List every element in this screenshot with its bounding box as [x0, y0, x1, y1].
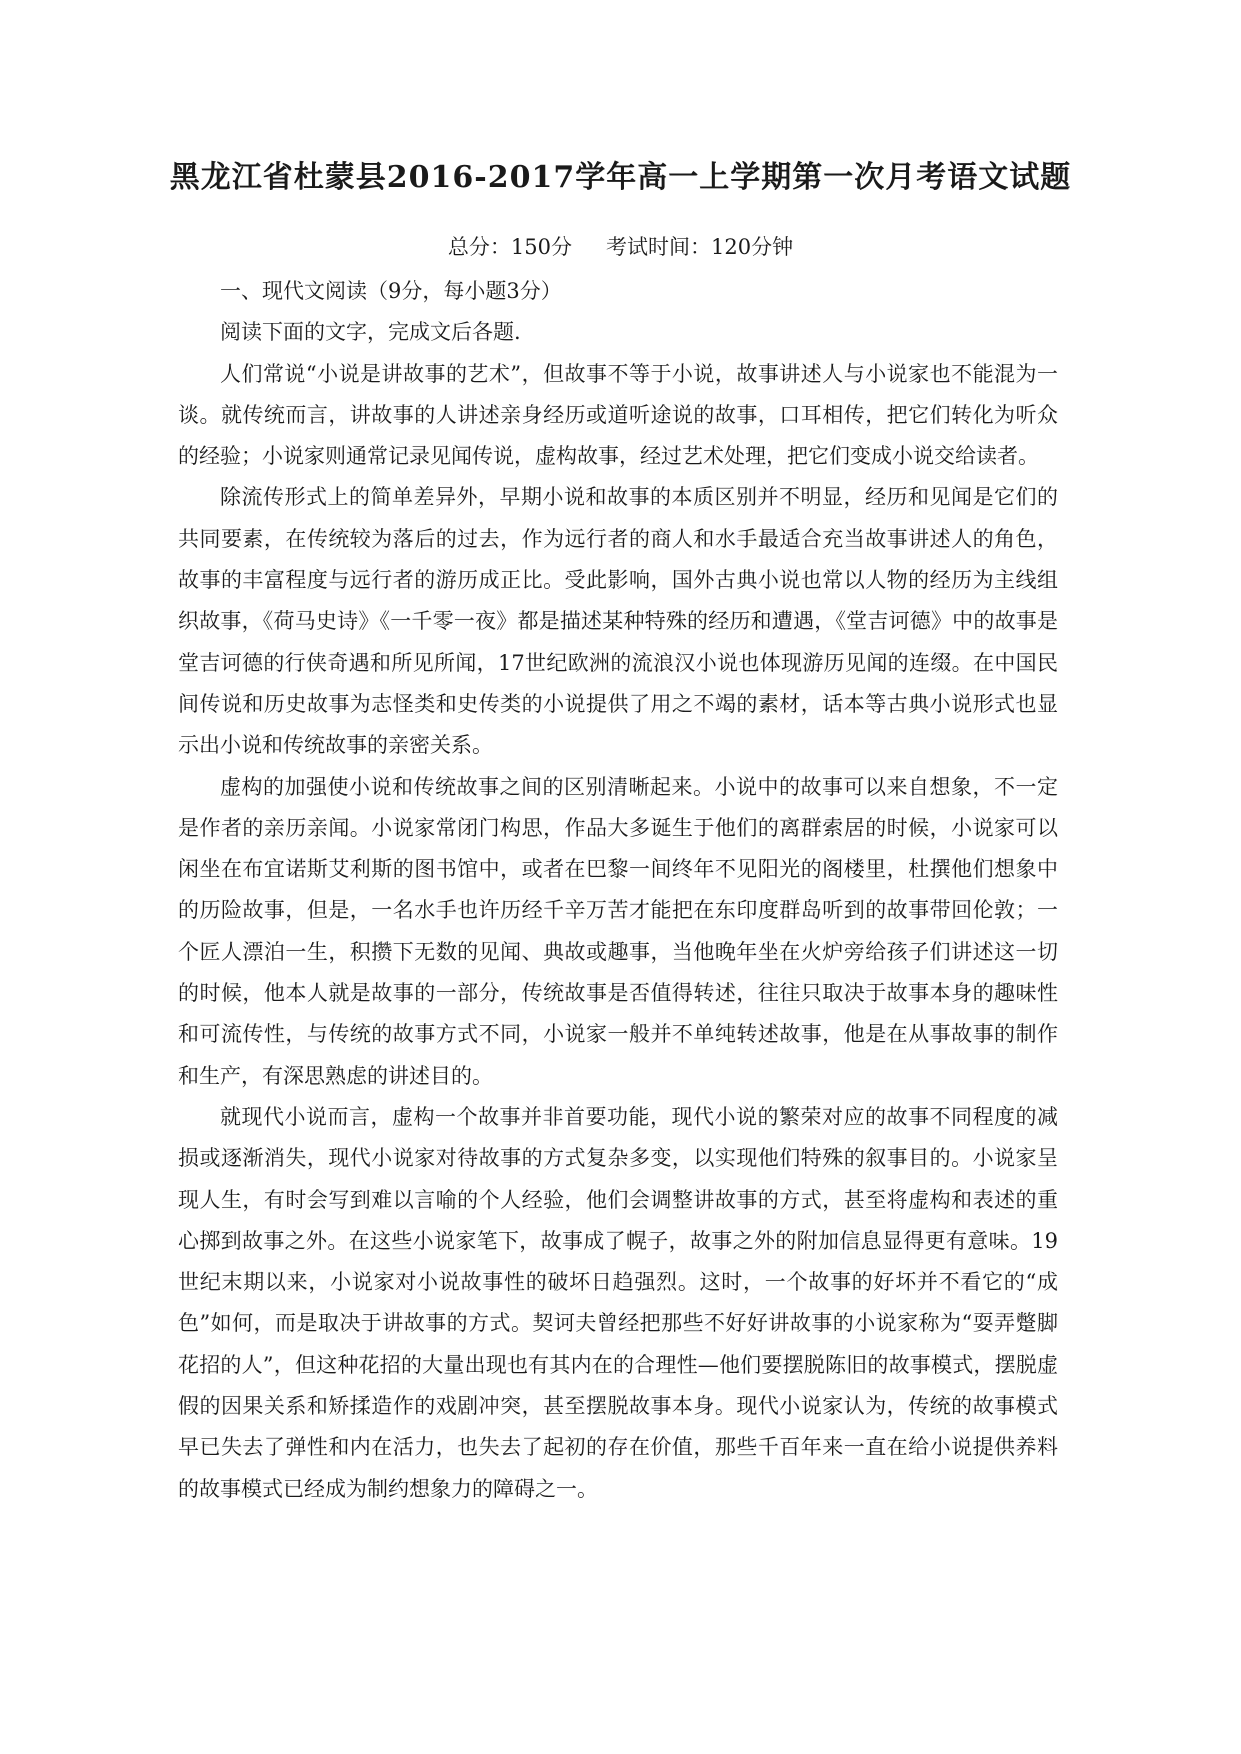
exam-title: 黑龙江省杜蒙县2016-2017学年高一上学期第一次月考语文试题 — [169, 160, 1072, 195]
total-score: 总分：150分 — [447, 235, 572, 259]
reading-section — [178, 271, 1058, 1510]
paragraph-4: 就现代小说而言，虚构一个故事并非首要功能，现代小说的繁荣对应的故事不同程度的减损或逐渐消失，现代小说家对待故事的方式复杂多变，以实现他们特殊的叙事目的。小说家呈现人生，有时会写到难以言喻的个人经验，他们会调整讲故事的方式，甚至将虚构和表述的重心掷到故事之外。在这些小说家笔下，故事成了幌子，故事之外的附加信息显得更有意味。19世纪末期以来，小说家对小说故事性的破坏日趋强烈。这时，一个故事的好坏并不看它的“成色”如何，而是取决于讲故事的方式。契诃夫曾经把那些不好好讲故事的小说家称为“耍弄蹩脚花招的人”，但这种花招的大量出现也有其内在的合理性—他们要摆脱陈旧的故事模式，摆脱虚假的因果关系和矫揉造作的戏剧冲突，甚至摆脱故事本身。现代小说家认为，传统的故事模式早已失去了弹性和内在活力，也失去了起初的存在价值，那些千百年来一直在给小说提供养料的故事模式已经成为制约想象力的障碍之一。 — [178, 1104, 1058, 1501]
paragraph-3: 虚构的加强使小说和传统故事之间的区别清晰起来。小说中的故事可以来自想象，不一定是作者的亲历亲闻。小说家常闭门构思，作品大多诞生于他们的离群索居的时候，小说家可以闲坐在布宜诺斯艾利斯的图书馆中，或者在巴黎一间终年不见阳光的阁楼里，杜撰他们想象中的历险故事，但是，一名水手也许历经千辛万苦才能把在东印度群岛听到的故事带回伦敦；一个匠人漂泊一生，积攒下无数的见闻、典故或趣事，当他晚年坐在火炉旁给孩子们讲述这一切的时候，他本人就是故事的一部分，传统故事是否值得转述，往往只取决于故事本身的趣味性和可流传性，与传统的故事方式不同，小说家一般并不单纯转述故事，他是在从事故事的制作和生产，有深思熟虑的讲述目的。 — [178, 774, 1058, 1088]
section-heading: 一、现代文阅读（9分，每小题3分） — [220, 279, 562, 303]
exam-meta — [0, 232, 1241, 262]
paragraph-2: 除流传形式上的简单差异外，早期小说和故事的本质区别并不明显，经历和见闻是它们的共同要素，在传统较为落后的过去，作为远行者的商人和水手最适合充当故事讲述人的角色，故事的丰富程度与远行者的游历成正比。受此影响，国外古典小说也常以人物的经历为主线组织故事，《荷马史诗》《一千零一夜》都是描述某种特殊的经历和遭遇，《堂吉诃德》中的故事是堂吉诃德的行侠奇遇和所见所闻，17世纪欧洲的流浪汉小说也体现游历见闻的连缀。在中国民间传说和历史故事为志怪类和史传类的小说提供了用之不竭的素材，话本等古典小说形式也显示出小说和传统故事的亲密关系。 — [178, 485, 1058, 758]
paragraph-1: 人们常说“小说是讲故事的艺术”，但故事不等于小说，故事讲述人与小说家也不能混为一谈。就传统而言，讲故事的人讲述亲身经历或道听途说的故事，口耳相传，把它们转化为听众的经验；小说家则通常记录见闻传说，虚构故事，经过艺术处理，把它们变成小说交给读者。 — [178, 361, 1058, 469]
instruction: 阅读下面的文字，完成文后各题. — [220, 320, 521, 345]
exam-time: 考试时间：120分钟 — [606, 235, 794, 259]
